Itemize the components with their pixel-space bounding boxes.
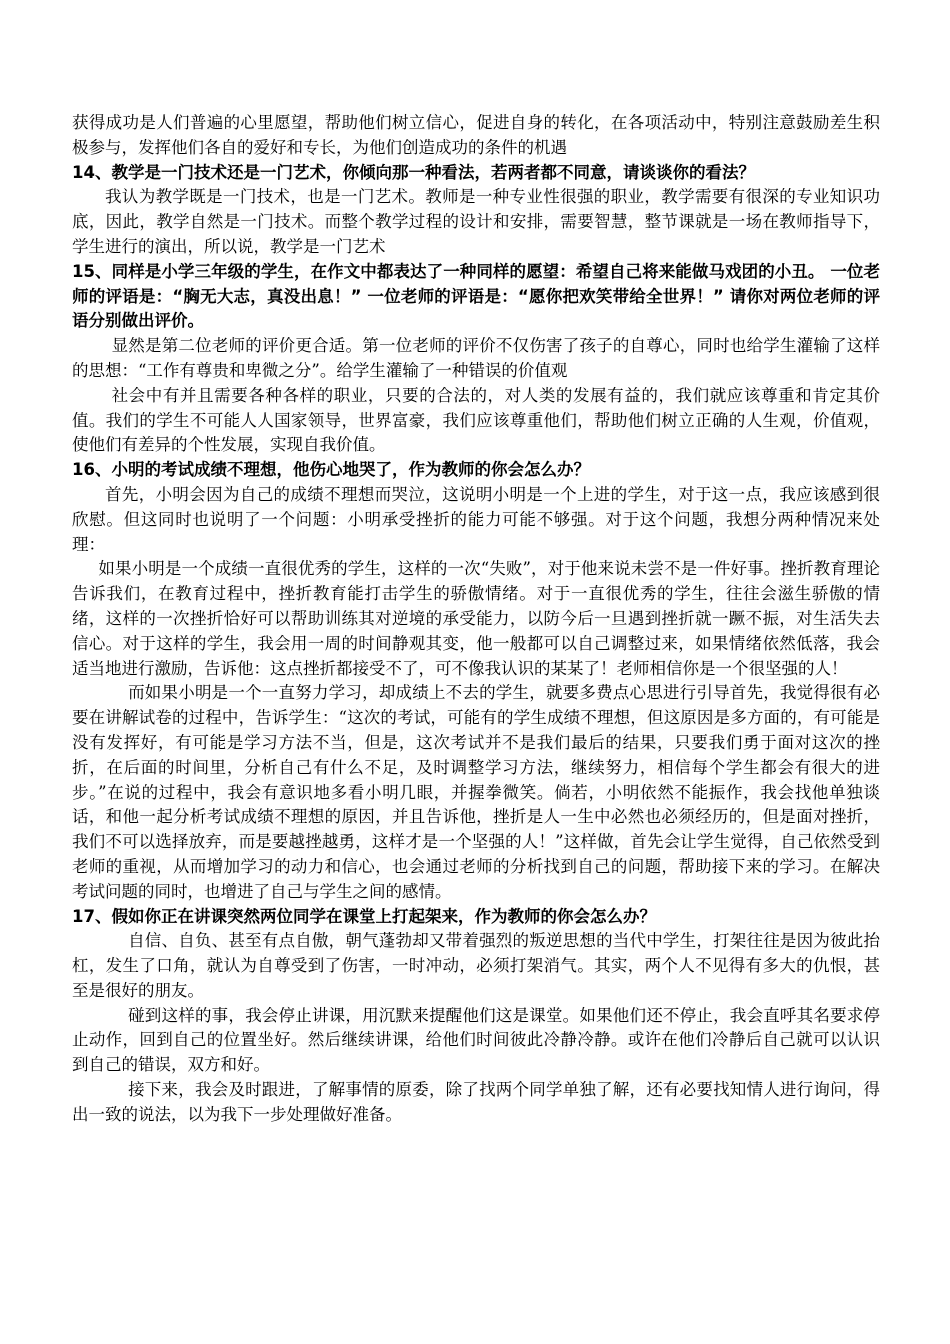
answer-paragraph: 首先，小明会因为自己的成绩不理想而哭泣，这说明小明是一个上进的学生，对于这一点，我应该感到很欣慰。但这同时也说明了一个问题：小明承受挫折的能力可能不够强。对于这个问题，我想分两种情况来处理： [72,484,880,554]
question-heading-14: 14、教学是一门技术还是一门艺术，你倾向那一种看法，若两者都不同意，请谈谈你的看法？ [72,162,755,182]
answer-paragraph: 我认为教学既是一门技术，也是一门艺术。教师是一种专业性很强的职业，教学需要有很深的专业知识功底，因此，教学自然是一门技术。而整个教学过程的设计和安排，需要智慧，整节课就是一场在教师指导下，学生进行的演出，所以说，教学是一门艺术 [72,187,880,256]
body-paragraph: 获得成功是人们普遍的心里愿望，帮助他们树立信心，促进自身的转化，在各项活动中，特别注意鼓励差生积极参与，发挥他们各自的爱好和专长，为他们创造成功的条件的机遇 [72,113,880,157]
answer-paragraph: 自信、自负、甚至有点自傲，朝气蓬勃却又带着强烈的叛逆思想的当代中学生，打架往往是因为彼此抬杠，发生了口角，就认为自尊受到了伤害，一时冲动，必须打架消气。其实，两个人不见得有多大的仇恨，甚至是很好的朋友。 [72,931,880,1000]
answer-paragraph: 如果小明是一个成绩一直很优秀的学生，这样的一次“失败”，对于他来说未尝不是一件好事。挫折教育理论告诉我们，在教育过程中，挫折教育能打击学生的骄傲情绪。对于一直很优秀的学生，往往会滋生骄傲的情绪，这样的一次挫折恰好可以帮助训练其对逆境的承受能力，以防今后一旦遇到挫折就一蹶不振，对生活失去信心。对于这样的学生，我会用一周的时间静观其变，他一般都可以自己调整过来，如果情绪依然低落，我会适当地进行激励，告诉他：这点挫折都接受不了，可不像我认识的某某了！老师相信你是一个很坚强的人！ [72,559,880,678]
answer-paragraph: 显然是第二位老师的评价更合适。第一位老师的评价不仅伤害了孩子的自尊心，同时也给学生灌输了这样的思想：“工作有尊贵和卑微之分”。给学生灌输了一种错误的价值观 [72,336,880,380]
document-page [72,111,880,1128]
answer-paragraph: 接下来，我会及时跟进，了解事情的原委，除了找两个同学单独了解，还有必要找知情人进行询问，得出一致的说法，以为我下一步处理做好准备。 [72,1080,880,1124]
answer-paragraph: 碰到这样的事，我会停止讲课，用沉默来提醒他们这是课堂。如果他们还不停止，我会直呼其名要求停止动作，回到自己的位置坐好。然后继续讲课，给他们时间彼此冷静冷静。或许在他们冷静后自己就可以认识到自己的错误，双方和好。 [72,1005,880,1075]
answer-paragraph: 而如果小明是一个一直努力学习，却成绩上不去的学生，就要多费点心思进行引导首先，我觉得很有必要在讲解试卷的过程中，告诉学生：“这次的考试，可能有的学生成绩不理想，但这原因是多方面的，有可能是没有发挥好，有可能是学习方法不当，但是，这次考试并不是我们最后的结果，只要我们勇于面对这次的挫折，在后面的时间里，分析自己有什么不足，及时调整学习方法，继续努力，相信每个学生都会有很大的进步。”在说的过程中，我会有意识地多看小明几眼，并握拳微笑。倘若，小明依然不能振作，我会找他单独谈话，和他一起分析考试成绩不理想的原因，并且告诉他，挫折是人一生中必然也必须经历的，但是面对挫折，我们不可以选择放弃，而是要越挫越勇，这样才是一个坚强的人！”这样做，首先会让学生觉得，自己依然受到老师的重视，从而增加学习的动力和信心，也会通过老师的分析找到自己的问题，帮助接下来的学习。在解决考试问题的同时，也增进了自己与学生之间的感情。 [72,683,880,901]
question-heading-17: 17、假如你正在讲课突然两位同学在课堂上打起架来，作为教师的你会怎么办？ [72,906,656,926]
question-heading-15: 15、同样是小学三年级的学生，在作文中都表达了一种同样的愿望：希望自己将来能做马戏团的小丑。 一位老师的评语是：“胸无大志，真没出息！” 一位老师的评语是：“愿你把欢笑带给全世界！” 请你对两位老师的评语分别做出评价。 [72,261,880,331]
answer-paragraph: 社会中有并且需要各种各样的职业，只要的合法的，对人类的发展有益的，我们就应该尊重和肯定其价值。我们的学生不可能人人国家领导，世界富豪，我们应该尊重他们，帮助他们树立正确的人生观，价值观，使他们有差异的个性发展，实现自我价值。 [72,385,880,455]
question-heading-16: 16、小明的考试成绩不理想，他伤心地哭了，作为教师的你会怎么办？ [72,460,590,480]
